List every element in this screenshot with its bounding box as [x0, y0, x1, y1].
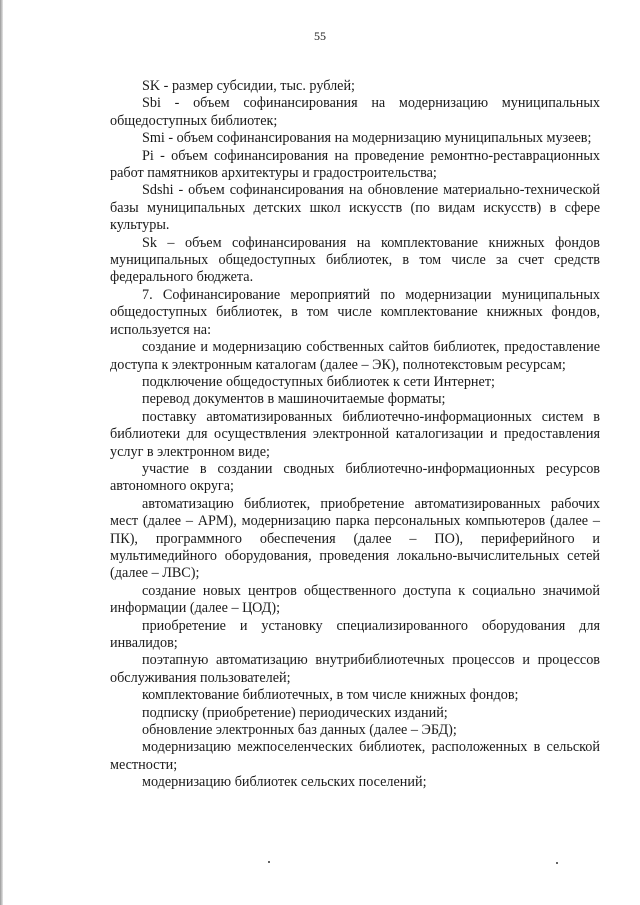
scan-edge — [0, 0, 3, 905]
body-text — [110, 78, 600, 792]
paragraph: 7. Софинансирование мероприятий по модернизации муниципальных общедоступных библиотек, в том числе комплектование книжных фондов, используется на: — [110, 286, 600, 338]
page-number: 55 — [314, 29, 326, 43]
paragraph: поставку автоматизированных библиотечно-информационных систем в библиотеки для осуществления электронной каталогизации и предоставления услуг в электронном виде; — [110, 408, 600, 460]
paragraph: Smi - объем софинансирования на модернизацию муниципальных музеев; — [142, 130, 592, 147]
paragraph: создание новых центров общественного доступа к социально значимой информации (далее – ЦОД); — [110, 582, 600, 617]
paragraph: автоматизацию библиотек, приобретение автоматизированных рабочих мест (далее – АРМ), модернизацию парка персональных компьютеров (далее – ПК), программного обеспечения (далее – ПО), периферийного и мультимедийного оборудования, проведения локально-вычислительных сетей (далее – ЛВС); — [110, 495, 600, 582]
paragraph: модернизацию межпоселенческих библиотек, расположенных в сельской местности; — [110, 739, 600, 773]
paragraph: участие в создании сводных библиотечно-информационных ресурсов автономного округа; — [110, 460, 600, 495]
paragraph: поэтапную автоматизацию внутрибиблиотечных процессов и процессов обслуживания пользователей; — [110, 652, 600, 686]
paragraph: SK - размер субсидии, тыс. рублей; — [142, 78, 355, 94]
scan-speck — [556, 862, 558, 864]
paragraph: Sk – объем софинансирования на комплектование книжных фондов муниципальных общедоступных библиотек, в том числе за счет средств федерального бюджета. — [110, 234, 600, 286]
scan-speck — [268, 861, 270, 863]
paragraph: приобретение и установку специализированного оборудования для инвалидов; — [110, 617, 600, 651]
paragraph: Sbi - объем софинансирования на модернизацию муниципальных общедоступных библиотек; — [110, 95, 600, 129]
paragraph: создание и модернизацию собственных сайтов библиотек, предоставление доступа к электронным каталогам (далее – ЭК), полнотекстовым ресурсам; — [110, 339, 600, 373]
paragraph: Pi - объем софинансирования на проведение ремонтно-реставрационных работ памятников архитектуры и градостроительства; — [110, 147, 600, 182]
paragraph: модернизацию библиотек сельских поселений; — [142, 774, 427, 791]
paragraph: подключение общедоступных библиотек к сети Интернет; — [142, 373, 495, 390]
paragraph: подписку (приобретение) периодических изданий; — [142, 704, 448, 721]
paragraph: обновление электронных баз данных (далее – ЭБД); — [142, 722, 457, 739]
paragraph: Sdshi - объем софинансирования на обновление материально-технической базы муниципальных детских школ искусств (по видам искусств) в сфере культуры. — [110, 182, 600, 234]
paragraph: комплектование библиотечных, в том числе книжных фондов; — [142, 687, 519, 704]
paragraph: перевод документов в машиночитаемые форматы; — [142, 391, 446, 408]
